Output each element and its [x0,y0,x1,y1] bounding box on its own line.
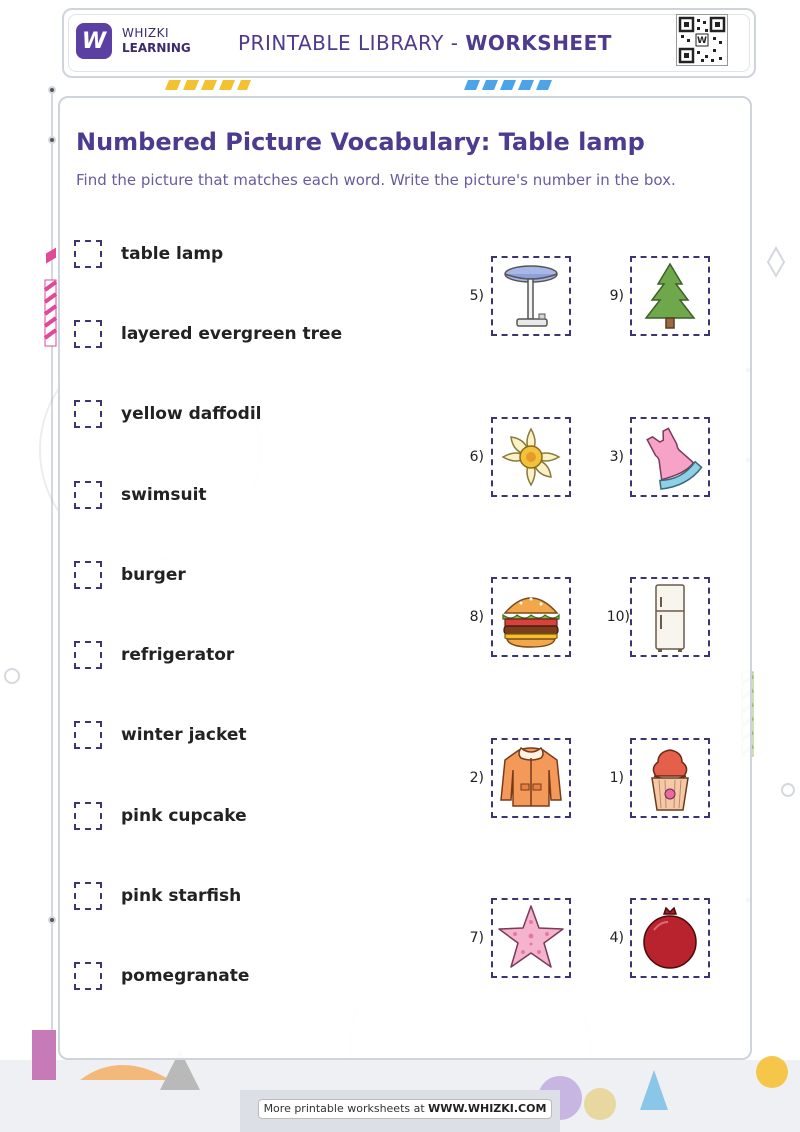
picture-card [491,898,571,978]
picture-number: 10) [606,609,630,625]
word-label: burger [121,565,186,585]
burger-icon [493,579,569,655]
word-label: pink cupcake [121,806,247,826]
word-label: winter jacket [121,725,247,745]
picture-card [491,417,571,497]
answer-box[interactable] [74,561,102,589]
swimsuit-icon [632,419,708,495]
picture-card [491,577,571,657]
picture-number: 5) [469,288,484,304]
picture-card [630,577,710,657]
picture-number: 2) [469,770,484,786]
picture-card [491,256,571,336]
answer-box[interactable] [74,481,102,509]
picture-number: 1) [609,770,624,786]
word-label: table lamp [121,244,224,264]
footer-text: More printable worksheets at [263,1102,429,1115]
whizki-logo-icon: W [76,23,112,59]
picture-number: 4) [609,930,624,946]
picture-number: 7) [469,930,484,946]
header-title-bold: WORKSHEET [465,31,612,55]
svg-text:W: W [697,36,707,46]
brand-name [122,26,191,56]
winter-jacket-icon [493,740,569,816]
brand-line1: WHIZKI [122,26,170,40]
evergreen-tree-icon [632,258,708,334]
answer-box[interactable] [74,721,102,749]
picture-card [630,898,710,978]
header-title-prefix: PRINTABLE LIBRARY - [238,31,466,55]
starfish-icon [493,900,569,976]
word-label: swimsuit [121,485,207,505]
word-label: refrigerator [121,645,235,665]
pomegranate-icon [632,900,708,976]
daffodil-icon [493,419,569,495]
brand-line2: LEARNING [122,41,191,55]
picture-card [491,738,571,818]
answer-box[interactable] [74,641,102,669]
answer-box[interactable] [74,962,102,990]
footer-site-link[interactable]: WWW.WHIZKI.COM [428,1102,547,1115]
qr-code-icon [676,14,728,66]
answer-box[interactable] [74,882,102,910]
word-label: layered evergreen tree [121,324,343,344]
answer-box[interactable] [74,320,102,348]
footer-banner [258,1099,552,1119]
table-lamp-icon [493,258,569,334]
worksheet-instructions: Find the picture that matches each word. Write the picture's number in the box. [76,171,676,189]
picture-number: 3) [609,449,624,465]
picture-card [630,417,710,497]
answer-box[interactable] [74,802,102,830]
picture-number: 8) [469,609,484,625]
blue-stripe-decoration [464,80,556,90]
word-label: pink starfish [121,886,242,906]
picture-card [630,256,710,336]
word-label: pomegranate [121,966,250,986]
answer-box[interactable] [74,240,102,268]
worksheet-title: Numbered Picture Vocabulary: Table lamp [76,128,645,156]
header-title [238,31,612,55]
word-label: yellow daffodil [121,404,262,424]
answer-box[interactable] [74,400,102,428]
picture-number: 9) [609,288,624,304]
cupcake-icon [632,740,708,816]
yellow-stripe-decoration [165,80,251,90]
refrigerator-icon [632,579,708,655]
picture-number: 6) [469,449,484,465]
picture-card [630,738,710,818]
